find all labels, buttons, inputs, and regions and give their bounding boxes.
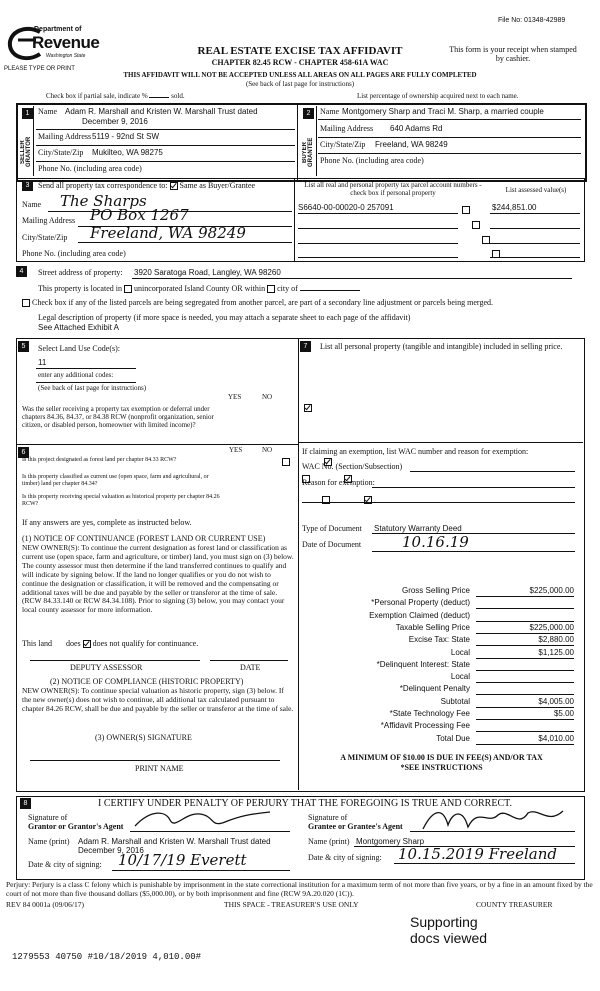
parcel-value-1[interactable]: $244,851.00	[492, 203, 537, 212]
location-row: This property is located in unincorporated Island County OR within city of	[38, 284, 360, 293]
seller-side-label: SELLER GRANTOR	[20, 136, 32, 168]
seller-name[interactable]: Adam R. Marshall and Kristen W. Marshall Trust dated	[65, 107, 258, 116]
forest-yes-checkbox[interactable]	[282, 458, 290, 466]
warning: THIS AFFIDAVIT WILL NOT BE ACCEPTED UNLESS ALL AREAS ON ALL PAGES ARE FULLY COMPLETED	[123, 71, 477, 79]
continuance-row: This land does does not qualify for continuance.	[22, 639, 199, 648]
tax-row-value[interactable]: $4,005.00	[538, 697, 574, 706]
same-as-buyer-checkbox[interactable]	[170, 182, 178, 190]
form-title: REAL ESTATE EXCISE TAX AFFIDAVIT	[197, 45, 403, 57]
tax-row-value[interactable]: $4,010.00	[538, 734, 574, 743]
personal-property-checkbox-1[interactable]	[462, 206, 470, 214]
buyer-address[interactable]: 640 Adams Rd	[390, 124, 443, 133]
correspondence-phone-label: Phone No. (including area code)	[22, 249, 126, 258]
forest-land-question: Is this project designated as forest land per chapter 84.33 RCW?	[22, 457, 177, 463]
tax-row-label: *Personal Property (deduct)	[371, 598, 470, 607]
notice-continuance-text: NEW OWNER(S): To continue the current designation as forest land or classification as current use (open space, farm and agriculture, or timber) land, you must sign on (3) below. The county assessor must then determine if the land transferred continues to qualify and will indicate by signing below. If the land no longer qualifies or you do not wish to continue the designation or classification, it will be removed and the compensating or additional taxes will be due and payable by the seller or transferor at the time of sale. (RCW 84.33.140 or RCW 84.34.108). Prior to signing (3) below, you may contact your local county assessor for more information.	[22, 543, 294, 615]
grantee-date-city[interactable]: 10.15.2019 Freeland	[398, 845, 557, 863]
city-checkbox[interactable]	[267, 285, 275, 293]
segregated-row: Check box if any of the listed parcels are being segregated from another parcel, are part of a secondary line adjustment or parcels being merged.	[22, 298, 493, 307]
tax-row-line	[476, 608, 574, 609]
form-revision: REV 84 0001a (09/06/17)	[6, 900, 84, 909]
tax-row-label: *Delinquent Interest: State	[376, 660, 470, 669]
tax-row-line	[476, 658, 574, 659]
tax-row-label: Local	[450, 648, 470, 657]
see-back: (See back of last page for instructions)	[245, 80, 355, 88]
dor-logo: Department of Revenue Washington State	[6, 26, 116, 66]
grantor-print-name[interactable]: Adam R. Marshall and Kristen W. Marshall Trust dated	[78, 837, 271, 846]
unincorporated-checkbox[interactable]	[124, 285, 132, 293]
seller-name-2[interactable]: December 9, 2016	[82, 117, 148, 126]
seller-phone-label: Phone No. (including area code)	[38, 164, 142, 173]
notice-compliance-text: NEW OWNER(S): To continue special valuation as historic property, sign (3) below. If the new owner(s) does not wish to continue, all additional tax calculated pursuant to chapter 84.26 RCW, shall be due and payable by the seller or transferor at the time of sale.	[22, 686, 294, 713]
land-use-code[interactable]: 11	[38, 358, 47, 367]
legal-description[interactable]: See Attached Exhibit A	[38, 323, 119, 332]
stamp-line-1: Supporting	[410, 914, 478, 930]
county-treasurer: COUNTY TREASURER	[476, 900, 553, 909]
buyer-city[interactable]: Freeland, WA 98249	[375, 140, 448, 149]
section-2-number: 2	[303, 108, 314, 119]
legal-description-label: Legal description of property (if more space is needed, you may attach a separate sheet to each page of the affidavit)	[38, 313, 411, 322]
tax-row-value[interactable]: $1,125.00	[538, 648, 574, 657]
notice-continuance-title: (1) NOTICE OF CONTINUANCE (FOREST LAND OR CURRENT USE)	[22, 534, 266, 543]
current-use-question: Is this property classified as current use (open space, farm and agricultural, or timber) land per chapter 84.34?	[22, 474, 209, 487]
document-type[interactable]: Statutory Warranty Deed	[374, 524, 462, 533]
correspondence-address[interactable]: PO Box 1267	[90, 206, 189, 224]
ownership-note: List percentage of ownership acquired next to each name.	[357, 92, 519, 100]
stamp-line-2: docs viewed	[410, 930, 488, 946]
personal-property-checkbox-2[interactable]	[472, 221, 480, 229]
document-date[interactable]: 10.16.19	[402, 533, 469, 551]
seller-address[interactable]: 5119 - 92nd St SW	[92, 132, 159, 141]
tax-row-line	[476, 596, 574, 597]
correspondence-label: Send all property tax correspondence to: Same as Buyer/Grantee	[38, 181, 256, 190]
tax-row-value[interactable]: $225,000.00	[529, 586, 574, 595]
tax-row-value[interactable]: $2,880.00	[538, 635, 574, 644]
file-number: File No: 01348-42989	[498, 17, 566, 24]
grantee-print-name[interactable]: Montgomery Sharp	[356, 837, 425, 846]
tax-row-line	[476, 670, 574, 671]
buyer-side-label: BUYER GRANTEE	[302, 137, 314, 167]
grantor-print-name-2[interactable]: December 9, 2016	[78, 846, 144, 855]
form-subtitle: CHAPTER 82.45 RCW - CHAPTER 458-61A WAC	[211, 58, 389, 67]
seller-city[interactable]: Mukilteo, WA 98275	[92, 148, 163, 157]
buyer-phone-label: Phone No. (including area code)	[320, 156, 424, 165]
exemption-question: Was the seller receiving a property tax exemption or deferral under chapters 84.36, 84.37, or 84.38 RCW (nonprofit organization, senior citizen, or disabled person, homeowner with limited income)?	[22, 405, 214, 429]
assessed-value-header: List assessed value(s)	[505, 186, 567, 194]
correspondence-name[interactable]: The Sharps	[60, 192, 147, 210]
exemption-no-checkbox[interactable]	[304, 404, 312, 412]
notice-compliance-title: (2) NOTICE OF COMPLIANCE (HISTORIC PROPERTY)	[50, 677, 244, 686]
perjury-notice: Perjury: Perjury is a class C felony which is punishable by imprisonment in the state correctional institution for a maximum term of not more than five years, or by a fine in an amount fixed by the court of not more than five thousand dollars ($5,000.00), or by both imprisonment and fine (RCW 9A.20.020 (1C)).	[6, 880, 593, 898]
tax-row-label: *Delinquent Penalty	[399, 684, 470, 693]
grantee-signature[interactable]	[418, 805, 568, 833]
see-instructions: *SEE INSTRUCTIONS	[400, 763, 483, 772]
please-type: PLEASE TYPE OR PRINT	[4, 66, 75, 72]
tax-row-label: Total Due	[436, 734, 470, 743]
tax-row-label: Local	[450, 672, 470, 681]
correspondence-city[interactable]: Freeland, WA 98249	[90, 224, 246, 242]
tax-row-line	[476, 682, 574, 683]
grantor-signature[interactable]	[130, 808, 280, 832]
tax-row-label: Exemption Claimed (deduct)	[369, 611, 470, 620]
treasurer-space: THIS SPACE - TREASURER'S USE ONLY	[224, 900, 359, 909]
personal-property-checkbox-3[interactable]	[482, 236, 490, 244]
personal-property-label: List all personal property (tangible and intangible) included in selling price.	[320, 342, 563, 351]
tax-row-label: Subtotal	[440, 697, 470, 706]
historic-question: Is this property receiving special valuation as historical property per chapter 84.26 RCW?	[22, 494, 220, 507]
tax-row-line	[476, 707, 574, 708]
minimum-due: A MINIMUM OF $10.00 IS DUE IN FEE(S) AND/OR TAX	[340, 753, 543, 762]
grantee-signature-scribble	[418, 805, 568, 833]
tax-row-line	[476, 621, 574, 622]
tax-row-value[interactable]: $5.00	[553, 709, 574, 718]
tax-row-value[interactable]: $225,000.00	[529, 623, 574, 632]
receipt-note: This form is your receipt when stamped by cashier.	[449, 45, 577, 63]
section-1-number: 1	[22, 108, 33, 119]
segregated-checkbox[interactable]	[22, 299, 30, 307]
property-street-address[interactable]: 3920 Saratoga Road, Langley, WA 98260	[134, 268, 281, 277]
grantor-signature-scribble	[130, 808, 280, 832]
buyer-name[interactable]: Montgomery Sharp and Traci M. Sharp, a married couple	[342, 107, 544, 116]
tax-row-label: Excise Tax: State	[408, 635, 470, 644]
personal-property-checkbox-4[interactable]	[492, 250, 500, 258]
receipt-line: 1279553 40750 #10/18/2019 4,010.00#	[12, 952, 202, 962]
partial-sale: Check box if partial sale, indicate % sold.	[46, 92, 185, 100]
grantor-date-city[interactable]: 10/17/19 Everett	[118, 851, 247, 869]
tax-row-label: *State Technology Fee	[389, 709, 470, 718]
tax-row-line	[476, 744, 574, 745]
tax-row-label: *Affidavit Processing Fee	[380, 721, 470, 730]
tax-row-line	[476, 719, 574, 720]
tax-row-line	[476, 633, 574, 634]
tax-row-line	[476, 694, 574, 695]
does-not-qualify-checkbox[interactable]	[83, 640, 91, 648]
parcel-header: List all real and personal property tax parcel account numbers - check box if personal property	[304, 181, 482, 197]
certify-statement: I CERTIFY UNDER PENALTY OF PERJURY THAT THE FOREGOING IS TRUE AND CORRECT.	[98, 798, 512, 809]
tax-row-label: Taxable Selling Price	[395, 623, 470, 632]
tax-row-line	[476, 645, 574, 646]
tax-row-line	[476, 731, 574, 732]
parcel-number-1[interactable]: S6640-00-00020-0 257091	[298, 203, 394, 212]
tax-row-label: Gross Selling Price	[401, 586, 470, 595]
